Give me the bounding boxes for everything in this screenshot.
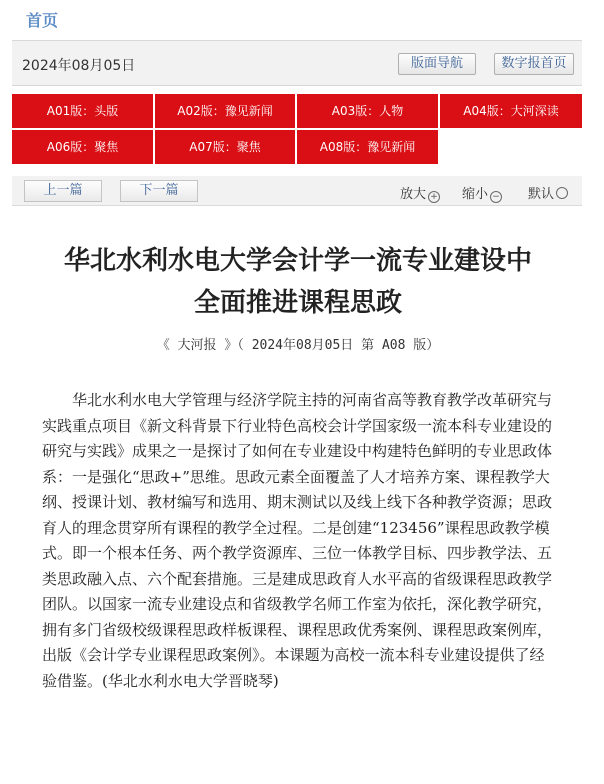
article-body: 华北水利水电大学管理与经济学院主持的河南省高等教育教学改革研究与实践重点项目《新文科背景下行业特色高校会计学国家级一流本科专业建设的研究与实践》成果之一是探讨了如何在专业建设中构建特色鲜明的专业思政体系：一是强化“思政+”思维。思政元素全面覆盖了人才培养方案、课程教学大纲、授课计划、教材编写和选用、期末测试以及线上线下各种教学资源；思政育人的理念贯穿所有课程的教学全过程。二是创建“123456”课程思政教学模式。即一个根本任务、两个教学资源库、三位一体教学目标、四步教学法、五类思政融入点、六个配套措施。三是建成思政育人水平高的省级课程思政教学团队。以国家一流专业建设点和省级教学名师工作室为依托，深化教学研究，拥有多门省级校级课程思政样板课程、课程思政优秀案例、课程思政案例库，出版《会计学专业课程思政案例》。本课题为高校一流本科专业建设提供了经验借鉴。(华北水利水电大学晋晓琴): [42, 391, 553, 690]
previous-article-button[interactable]: 上一篇: [24, 180, 102, 202]
edition-a02[interactable]: A02版：豫见新闻: [155, 94, 295, 128]
article-toolbar: [12, 176, 582, 206]
edition-a08[interactable]: A08版：豫见新闻: [297, 130, 438, 164]
next-article-button[interactable]: 下一篇: [120, 180, 198, 202]
minus-circle-icon: −: [490, 191, 502, 203]
article-byline: 《 大河报 》（ 2024年08月05日 第 A08 版）: [156, 338, 440, 353]
plus-circle-icon: +: [428, 191, 440, 203]
issue-date: 2024年08月05日: [22, 58, 136, 74]
page-navigation-button[interactable]: 版面导航: [398, 53, 476, 75]
top-toolbar: [12, 40, 582, 86]
edition-a06[interactable]: A06版：聚焦: [12, 130, 153, 164]
edition-a01[interactable]: A01版：头版: [12, 94, 153, 128]
article-title-line1: 华北水利水电大学会计学一流专业建设中: [63, 246, 532, 276]
zoom-out-button[interactable]: [462, 183, 502, 203]
circle-icon: [556, 187, 568, 199]
zoom-reset-button[interactable]: [528, 183, 568, 202]
zoom-reset-label: 默认: [528, 187, 555, 202]
edition-a04[interactable]: A04版：大河深读: [440, 94, 582, 128]
article-title: [14, 240, 582, 324]
edition-a07[interactable]: A07版：聚焦: [155, 130, 295, 164]
zoom-in-label: 放大: [400, 187, 427, 202]
edition-a03[interactable]: A03版：人物: [297, 94, 438, 128]
edition-grid: [12, 94, 582, 164]
zoom-out-label: 缩小: [462, 187, 489, 202]
home-link[interactable]: 首页: [26, 11, 59, 30]
digital-paper-home-button[interactable]: 数字报首页: [494, 53, 574, 75]
article-title-line2: 全面推进课程思政: [193, 288, 402, 318]
zoom-in-button[interactable]: [400, 183, 440, 203]
